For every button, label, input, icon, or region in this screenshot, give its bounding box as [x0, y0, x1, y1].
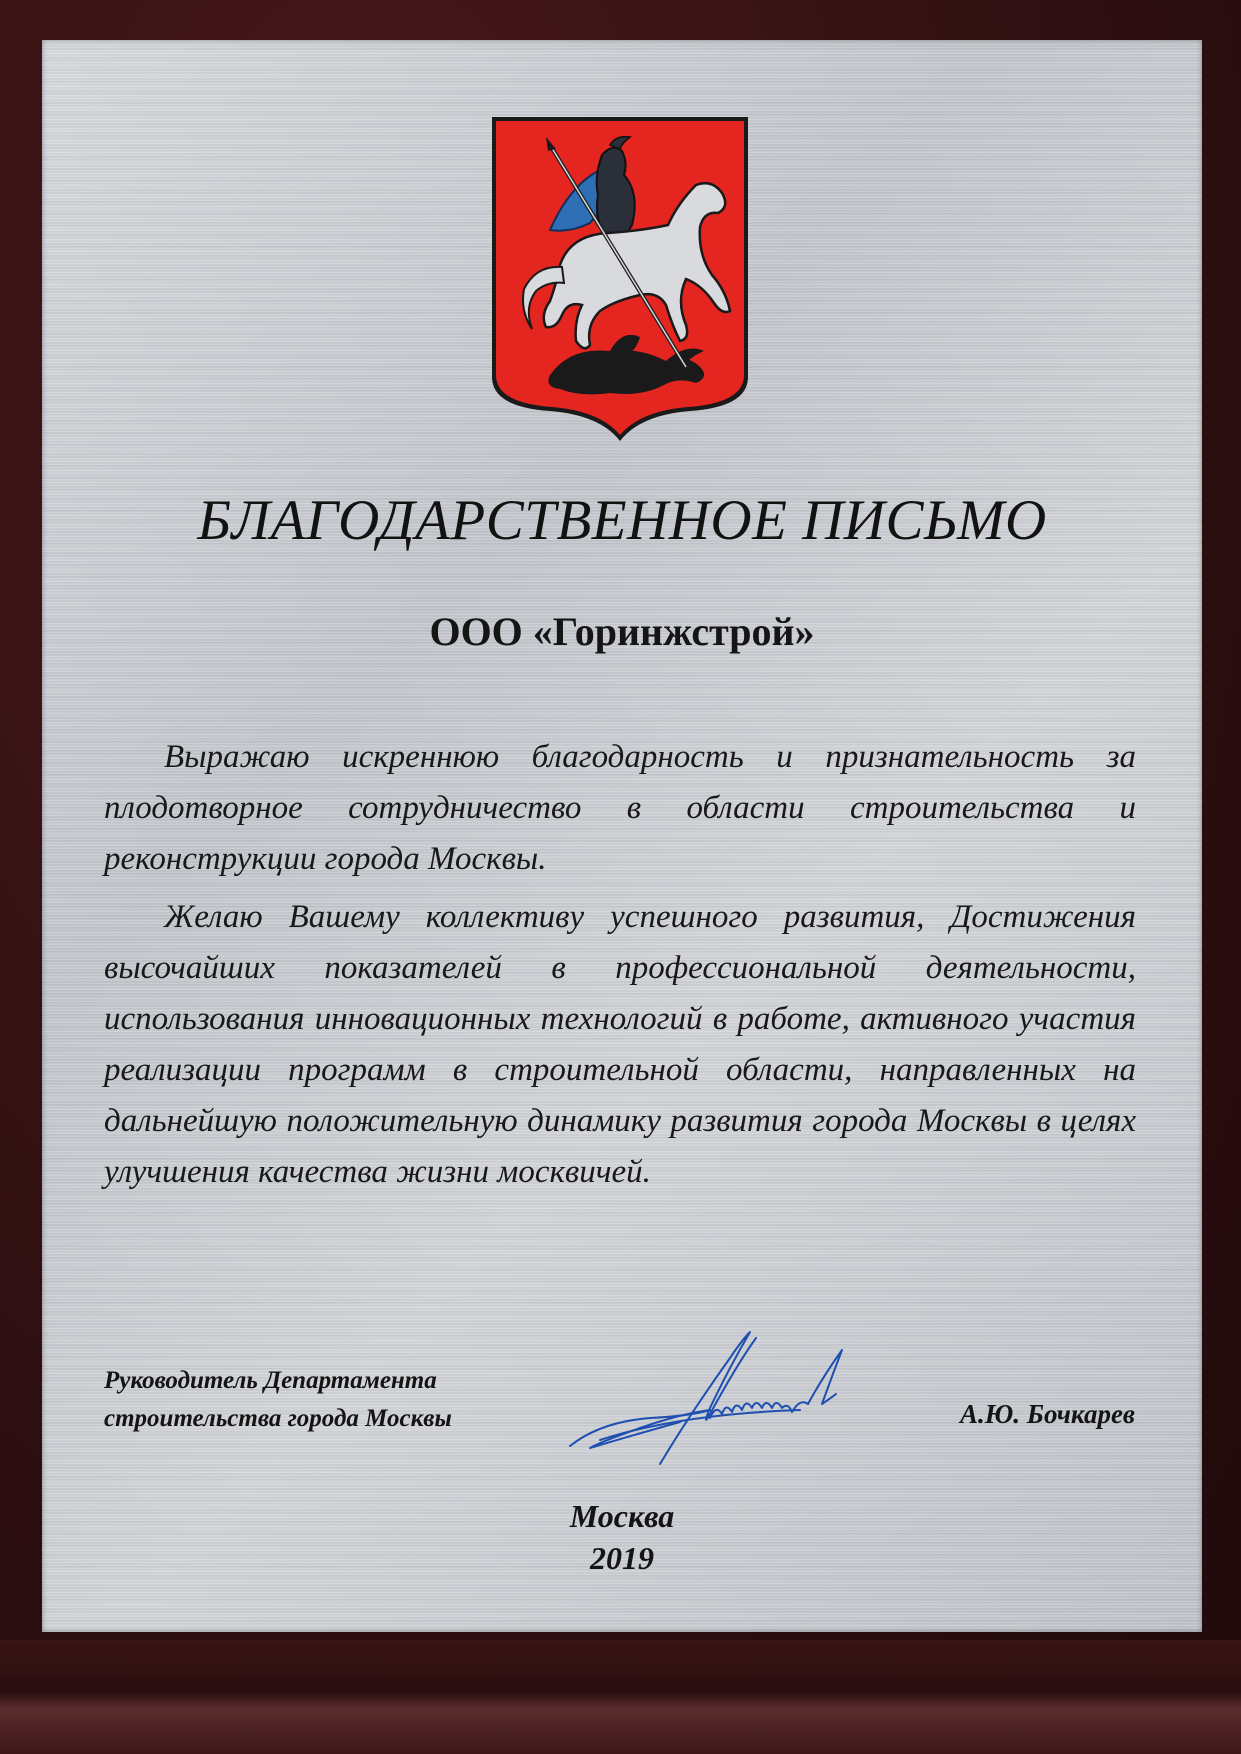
- recipient-organization: ООО «Горинжстрой»: [429, 609, 815, 654]
- moscow-coat-of-arms-icon: [490, 115, 750, 445]
- letter-title: БЛАГОДАРСТВЕННОЕ ПИСЬМО: [197, 489, 1047, 552]
- handwritten-signature: [560, 1318, 880, 1468]
- body-paragraph: Выражаю искреннюю благодарность и признательность за плодотворное сотрудничество в области строительства и реконструкции города Москвы.: [104, 739, 1136, 877]
- place: Москва: [569, 1498, 675, 1534]
- plaque-frame-bottom-edge: [0, 1640, 1241, 1754]
- letter-body: [104, 732, 1136, 1198]
- body-paragraph: Желаю Вашему коллективу успешного развития, Достижения высочайших показателей в профессиональной деятельности, использования инновационных технологий в работе, активного участия реализации программ в строительной области, направленных на дальнейшую положительную динамику развития города Москвы в целях улучшения качества жизни москвичей.: [104, 899, 1136, 1190]
- signer-position-line: Руководитель Департамента: [104, 1367, 437, 1394]
- signer-position-line: строительства города Москвы: [104, 1405, 452, 1432]
- year: 2019: [590, 1540, 654, 1576]
- signer-name: А.Ю. Бочкарев: [960, 1399, 1135, 1429]
- place-and-year: [42, 1495, 1202, 1579]
- signer-position: [104, 1362, 534, 1438]
